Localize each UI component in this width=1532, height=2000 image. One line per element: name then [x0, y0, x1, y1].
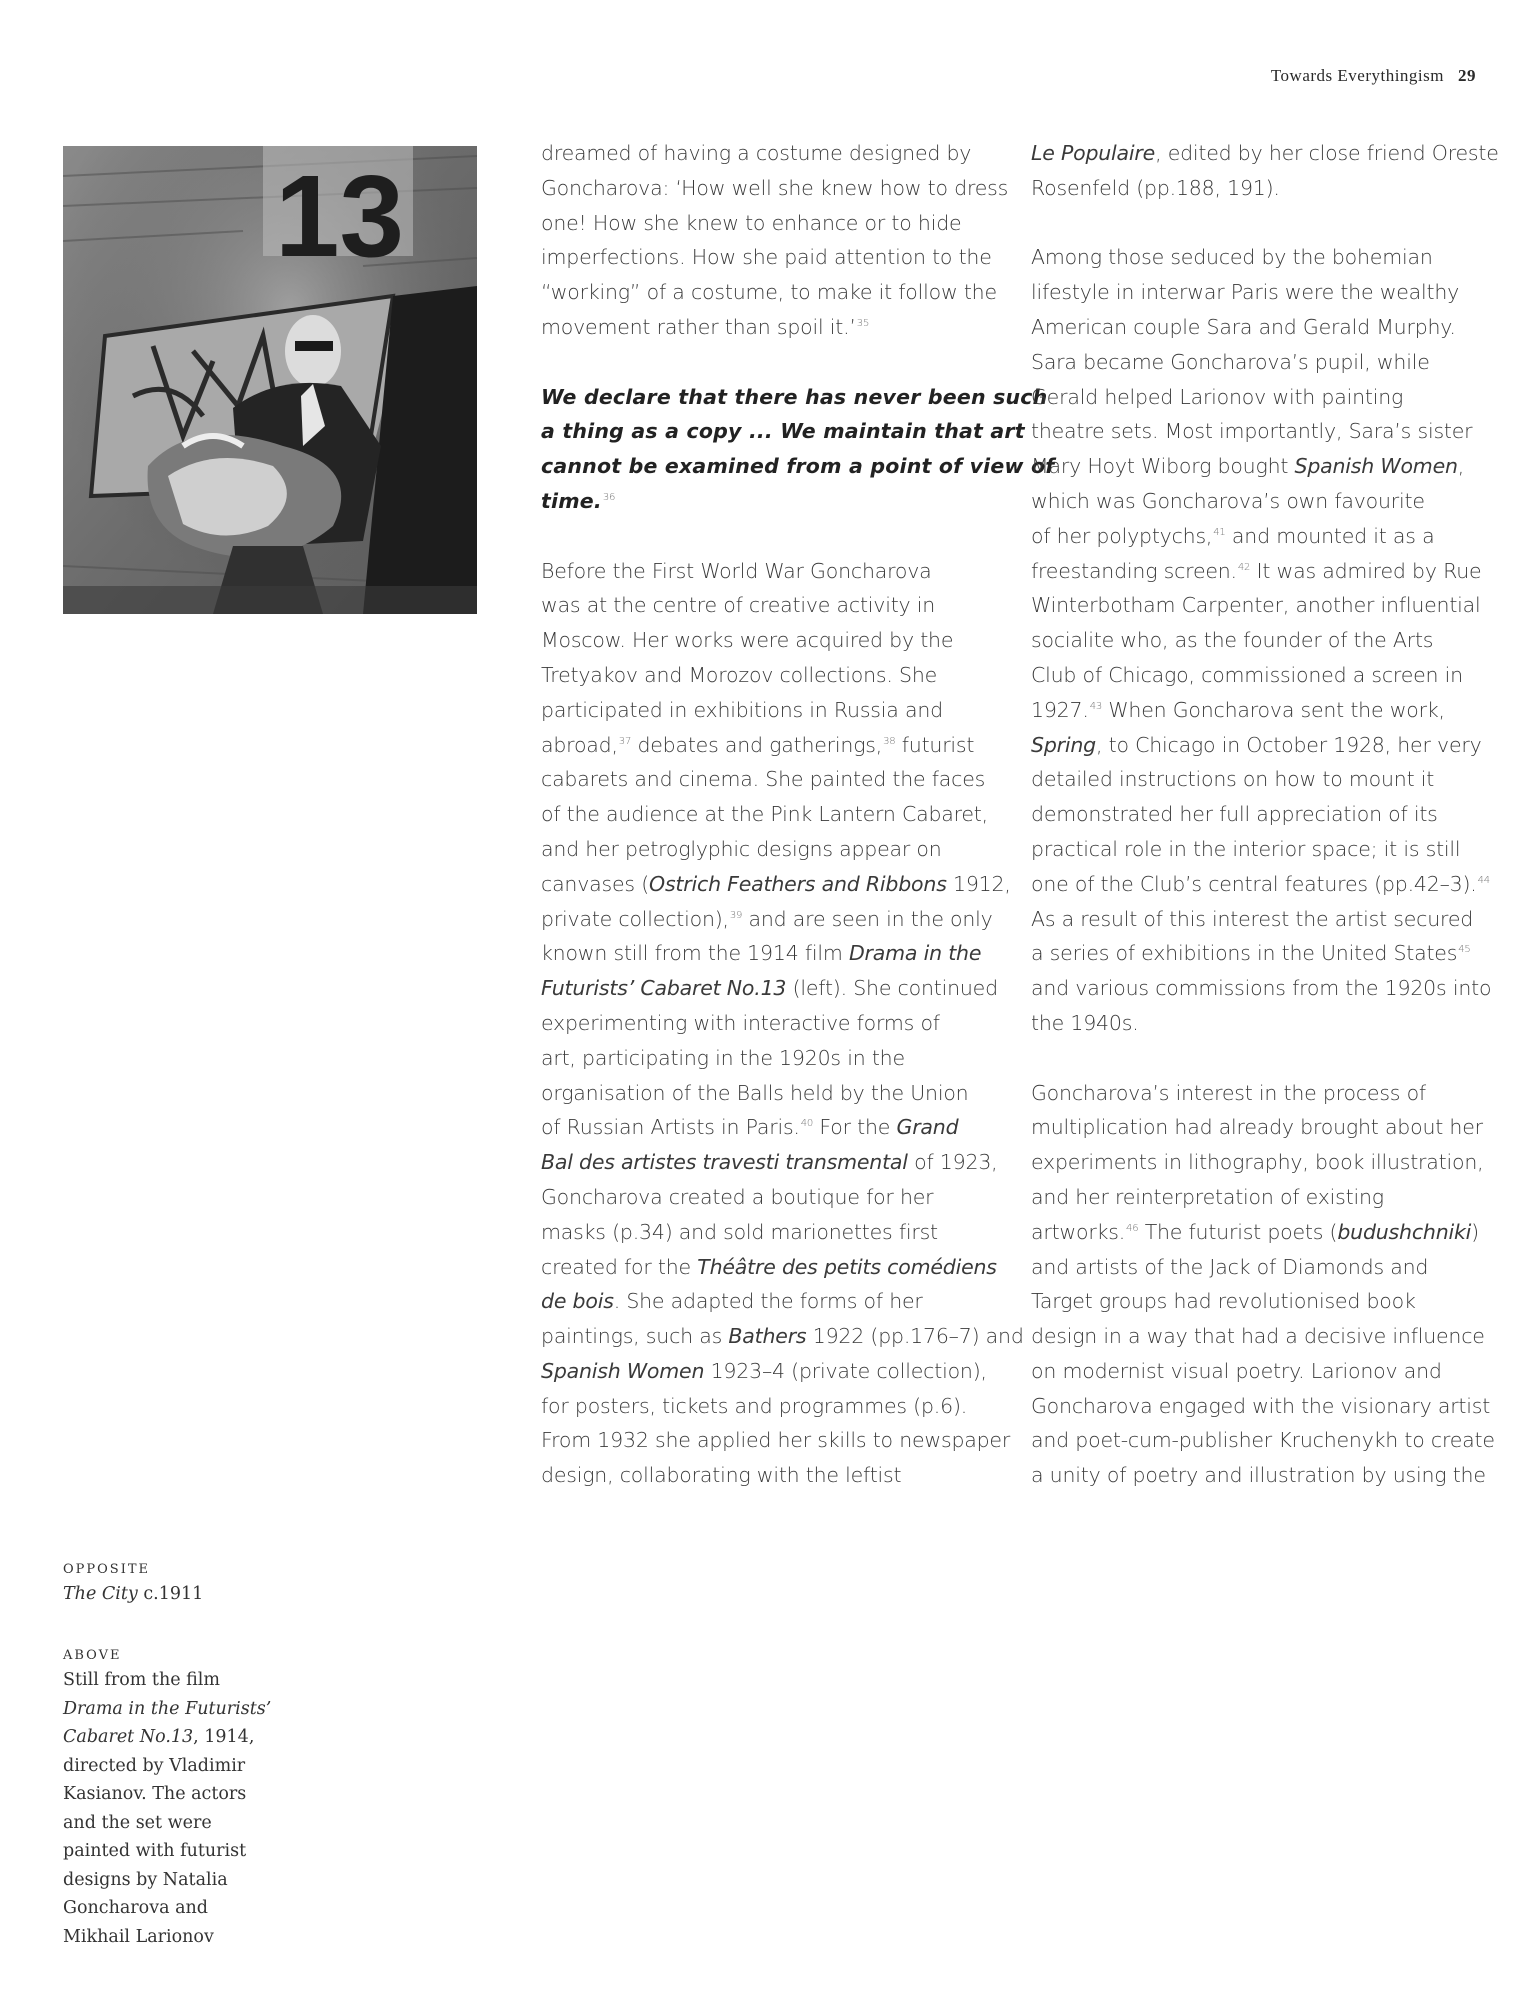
- text-line: [1031, 310, 1511, 345]
- text-run: the 1940s.: [1031, 1010, 1139, 1035]
- text-line: [1031, 1250, 1511, 1285]
- text-run: Goncharova: ‘How well she knew how to dress: [541, 175, 1009, 200]
- text-line: [1031, 658, 1511, 693]
- text-run: , to Chicago in October 1928, her very: [1095, 732, 1482, 757]
- caption-line: [63, 1666, 263, 1695]
- text-line: [1031, 588, 1511, 623]
- panel-number: 13: [275, 151, 405, 281]
- italic-title: Le Populaire: [1031, 141, 1156, 165]
- text-run: Mikhail Larionov: [63, 1926, 214, 1947]
- text-line: [541, 1215, 1021, 1250]
- text-line: [541, 171, 1021, 206]
- text-run: known still from the 1914 film: [541, 941, 849, 966]
- text-run: lifestyle in interwar Paris were the wealthy: [1031, 280, 1460, 305]
- text-run: Sara became Goncharova’s pupil, while: [1031, 349, 1430, 374]
- text-line: [541, 414, 1025, 449]
- text-run: Winterbotham Carpenter, another influential: [1031, 593, 1481, 618]
- text-run: Rosenfeld (pp.188, 191).: [1031, 175, 1280, 200]
- text-line: [1031, 867, 1511, 902]
- text-line: [541, 1076, 1021, 1111]
- text-run: theatre sets. Most importantly, Sara’s sister: [1031, 419, 1473, 444]
- text-run: 1927.: [1031, 697, 1089, 722]
- text-run: Target groups had revolutionised book: [1031, 1289, 1416, 1314]
- italic-title: Futurists’ Cabaret No.13: [541, 976, 787, 1001]
- text-run: on modernist visual poetry. Larionov and: [1031, 1358, 1442, 1383]
- text-line: [541, 310, 1021, 345]
- text-run: and various commissions from the 1920s into: [1031, 976, 1492, 1001]
- text-run: painted with futurist: [63, 1841, 247, 1861]
- caption-label: OPPOSITE: [63, 1562, 151, 1577]
- caption-line: [63, 1723, 263, 1752]
- footnote-ref: 42: [1237, 561, 1251, 573]
- footnote-ref: 39: [729, 909, 743, 921]
- text-line: [1031, 1110, 1511, 1145]
- text-line: [1031, 693, 1511, 728]
- text-line: [1031, 1354, 1511, 1389]
- text-run: From 1932 she applied her skills to newspaper: [541, 1428, 1011, 1453]
- footnote-ref: 40: [800, 1118, 814, 1130]
- footnote-ref: 36: [602, 491, 616, 503]
- text-line: [541, 1041, 1021, 1076]
- footnote-ref: 37: [618, 735, 632, 747]
- italic-title: The City: [63, 1584, 138, 1604]
- text-run: abroad,: [541, 732, 618, 757]
- text-run: artworks.: [1031, 1219, 1126, 1244]
- text-line: [541, 1145, 1021, 1180]
- text-run: Before the First World War Goncharova: [541, 558, 932, 583]
- text-run: As a result of this interest the artist secured: [1031, 906, 1474, 931]
- text-run: socialite who, as the founder of the Arts: [1031, 628, 1434, 653]
- footnote-ref: 35: [856, 317, 870, 329]
- text-run: detailed instructions on how to mount it: [1031, 767, 1435, 792]
- footnote-ref: 46: [1126, 1222, 1139, 1234]
- text-run: experiments in lithography, book illustration,: [1031, 1150, 1484, 1175]
- text-run: Still from the film: [63, 1670, 220, 1690]
- text-line: [1031, 728, 1511, 763]
- text-line: [1031, 1145, 1511, 1180]
- italic-title: Grand: [896, 1115, 959, 1140]
- text-run: Goncharova and: [63, 1898, 208, 1918]
- text-run: We declare that there has never been such: [541, 384, 1048, 409]
- text-run: , 1914,: [193, 1727, 255, 1747]
- text-run: organisation of the Balls held by the Union: [541, 1080, 969, 1105]
- body-column-right: [1031, 136, 1511, 1493]
- italic-title: Cabaret No.13: [63, 1727, 194, 1747]
- text-line: [1031, 136, 1511, 171]
- text-line: [1031, 971, 1511, 1006]
- text-line: [541, 1284, 1021, 1319]
- text-line: [541, 1250, 1021, 1285]
- text-run: created for the: [541, 1254, 698, 1279]
- text-line: [541, 902, 1021, 937]
- text-run: 1922 (pp.176–7) and: [806, 1324, 1024, 1349]
- text-run: for posters, tickets and programmes (p.6).: [541, 1393, 968, 1418]
- text-run: cabarets and cinema. She painted the faces: [541, 767, 986, 792]
- text-line: [541, 623, 1021, 658]
- italic-title: Spanish Women: [1294, 454, 1458, 479]
- text-run: and poet-cum-publisher Kruchenykh to create: [1031, 1428, 1495, 1453]
- italic-title: Spring: [1031, 732, 1096, 757]
- text-run: and the set were: [63, 1812, 212, 1833]
- caption-line: [63, 1752, 263, 1781]
- text-line: [541, 1006, 1021, 1041]
- text-run: Among those seduced by the bohemian: [1031, 245, 1433, 270]
- text-line: [541, 449, 1055, 484]
- caption-line: [63, 1780, 263, 1809]
- text-run: , edited by her close friend Oreste: [1155, 141, 1499, 165]
- text-run: and artists of the Jack of Diamonds and: [1031, 1254, 1429, 1279]
- text-line: [541, 971, 1021, 1006]
- text-line: [541, 240, 1021, 275]
- paragraph-break: [1031, 1041, 1511, 1076]
- text-run: 1912,: [946, 871, 1011, 896]
- text-run: of her polyptychs,: [1031, 523, 1213, 548]
- footnote-ref: 41: [1213, 526, 1226, 538]
- text-run: ): [1471, 1219, 1479, 1244]
- text-line: [1031, 902, 1511, 937]
- text-line: [541, 1458, 1021, 1493]
- text-run: participated in exhibitions in Russia and: [541, 697, 943, 722]
- text-line: [541, 762, 1021, 797]
- text-run: designs by Natalia: [63, 1869, 228, 1890]
- caption-above: [63, 1646, 272, 1951]
- text-run: which was Goncharova’s own favourite: [1031, 488, 1425, 513]
- text-run: was at the centre of creative activity in: [541, 593, 936, 618]
- text-run: and her reinterpretation of existing: [1031, 1184, 1384, 1209]
- text-run: freestanding screen.: [1031, 558, 1237, 583]
- text-run: masks (p.34) and sold marionettes first: [541, 1219, 938, 1244]
- text-line: [1031, 1389, 1511, 1424]
- text-run: Goncharova engaged with the visionary artist: [1031, 1393, 1491, 1418]
- text-line: [541, 832, 1021, 867]
- text-run: Goncharova created a boutique for her: [541, 1184, 934, 1209]
- text-line: [1031, 936, 1511, 971]
- text-line: [1031, 1180, 1511, 1215]
- text-line: [541, 554, 1021, 589]
- text-line: [1031, 414, 1511, 449]
- text-run: a unity of poetry and illustration by using the: [1031, 1463, 1486, 1488]
- text-line: [1031, 345, 1511, 380]
- text-line: [541, 136, 1021, 171]
- caption-line: [63, 1866, 263, 1895]
- caption-opposite: [63, 1560, 263, 1609]
- italic-title: Bathers: [728, 1324, 807, 1349]
- text-line: [541, 658, 1021, 693]
- text-run: demonstrated her full appreciation of its: [1031, 802, 1438, 827]
- caption-line: [63, 1809, 263, 1838]
- paragraph-break: [541, 519, 1021, 554]
- text-line: [541, 1423, 1021, 1458]
- italic-title: Spanish Women: [541, 1358, 705, 1383]
- text-run: c.1911: [137, 1584, 204, 1604]
- text-run: . She adapted the forms of her: [613, 1289, 923, 1314]
- text-line: [1031, 240, 1511, 275]
- text-run: futurist: [895, 732, 975, 757]
- text-line: [1031, 797, 1511, 832]
- text-line: [541, 206, 1021, 241]
- text-run: Mary Hoyt Wiborg bought: [1031, 454, 1295, 479]
- text-line: [541, 867, 1021, 902]
- text-run: practical role in the interior space; it is still: [1031, 836, 1461, 861]
- caption-line: [63, 1580, 263, 1609]
- italic-title: Ostrich Feathers and Ribbons: [649, 871, 947, 896]
- paragraph-break: [541, 345, 1021, 380]
- text-run: cannot be examined from a point of view of: [541, 454, 1055, 479]
- text-line: [541, 1389, 1021, 1424]
- text-run: American couple Sara and Gerald Murphy.: [1031, 314, 1456, 339]
- italic-title: Drama in the Futurists’: [63, 1698, 272, 1719]
- text-line: [541, 797, 1021, 832]
- text-line: [1031, 380, 1511, 415]
- text-line: [541, 728, 1021, 763]
- text-line: [1031, 1215, 1511, 1250]
- italic-title: budushchniki: [1337, 1219, 1472, 1244]
- text-line: [541, 693, 1021, 728]
- text-run: debates and gatherings,: [631, 732, 883, 757]
- caption-label: ABOVE: [63, 1648, 122, 1663]
- text-run: ,: [1457, 454, 1465, 479]
- text-line: [1031, 1423, 1511, 1458]
- footnote-ref: 38: [883, 735, 896, 747]
- text-line: [1031, 762, 1511, 797]
- text-run: movement rather than spoil it.’: [541, 314, 856, 339]
- italic-title: de bois: [541, 1289, 614, 1314]
- caption-line: [63, 1695, 272, 1724]
- caption-line: [63, 1923, 263, 1952]
- text-line: [541, 1110, 1021, 1145]
- footnote-ref: 45: [1458, 944, 1471, 956]
- footnote-ref: 44: [1477, 874, 1490, 886]
- text-line: [1031, 1006, 1511, 1041]
- text-run: The futurist poets (: [1138, 1219, 1338, 1244]
- text-run: paintings, such as: [541, 1324, 729, 1349]
- text-run: Kasianov. The actors: [63, 1784, 247, 1804]
- body-column-middle: [541, 136, 1055, 1493]
- text-line: [1031, 1458, 1511, 1493]
- text-line: [1031, 449, 1511, 484]
- text-run: Gerald helped Larionov with painting: [1031, 384, 1404, 409]
- text-run: (left). She continued: [786, 976, 998, 1001]
- text-run: imperfections. How she paid attention to the: [541, 245, 992, 270]
- text-line: [1031, 171, 1511, 206]
- footnote-ref: 43: [1089, 700, 1103, 712]
- text-run: a thing as a copy ... We maintain that art: [541, 419, 1025, 444]
- text-run: When Goncharova sent the work,: [1102, 697, 1445, 722]
- caption-line: [63, 1894, 263, 1923]
- text-run: For the: [813, 1115, 897, 1140]
- text-line: [1031, 519, 1511, 554]
- text-run: Moscow. Her works were acquired by the: [541, 628, 954, 653]
- text-line: [541, 936, 1021, 971]
- italic-title: Théâtre des petits comédiens: [697, 1254, 997, 1279]
- text-line: [1031, 554, 1511, 589]
- text-line: [541, 1319, 1024, 1354]
- italic-title: Drama in the: [848, 941, 982, 966]
- film-still-photo: [63, 146, 477, 614]
- text-run: of Russian Artists in Paris.: [541, 1115, 800, 1140]
- text-run: experimenting with interactive forms of: [541, 1010, 940, 1035]
- text-line: [541, 275, 1021, 310]
- text-run: Club of Chicago, commissioned a screen in: [1031, 662, 1463, 687]
- text-run: one of the Club’s central features (pp.42–3).: [1031, 871, 1477, 896]
- text-line: [541, 484, 1021, 519]
- text-run: a series of exhibitions in the United States: [1031, 941, 1458, 966]
- text-line: [541, 1180, 1021, 1215]
- text-run: canvases (: [541, 871, 650, 896]
- running-header: [1271, 66, 1476, 86]
- text-run: time.: [541, 488, 602, 513]
- text-run: one! How she knew to enhance or to hide: [541, 210, 962, 235]
- text-run: Goncharova’s interest in the process of: [1031, 1080, 1426, 1105]
- section-title: Towards Everythingism: [1270, 66, 1444, 85]
- text-run: and mounted it as a: [1225, 523, 1435, 548]
- text-line: [1031, 1076, 1511, 1111]
- italic-title: Bal des artistes travesti transmental: [541, 1150, 908, 1175]
- text-run: design, collaborating with the leftist: [541, 1463, 902, 1488]
- text-run: design in a way that had a decisive influence: [1031, 1324, 1485, 1349]
- text-line: [541, 380, 1048, 415]
- text-line: [1031, 1284, 1511, 1319]
- text-run: It was admired by Rue: [1250, 558, 1482, 583]
- text-run: and are seen in the only: [742, 906, 993, 931]
- text-run: 1923–4 (private collection),: [704, 1358, 987, 1383]
- text-run: art, participating in the 1920s in the: [541, 1045, 905, 1070]
- text-run: of 1923,: [907, 1150, 998, 1175]
- text-line: [1031, 623, 1511, 658]
- film-still-illustration: [63, 146, 477, 614]
- text-run: multiplication had already brought about her: [1031, 1115, 1483, 1140]
- text-line: [541, 1354, 1021, 1389]
- text-run: dreamed of having a costume designed by: [541, 141, 972, 165]
- text-line: [1031, 275, 1511, 310]
- text-run: of the audience at the Pink Lantern Cabaret,: [541, 802, 988, 827]
- text-run: Tretyakov and Morozov collections. She: [541, 662, 938, 687]
- page-number: 29: [1458, 66, 1476, 85]
- text-line: [1031, 832, 1511, 867]
- text-run: and her petroglyphic designs appear on: [541, 836, 942, 861]
- text-run: “working” of a costume, to make it follow the: [541, 280, 997, 305]
- text-run: directed by Vladimir: [63, 1755, 246, 1776]
- text-line: [541, 588, 1021, 623]
- text-run: private collection),: [541, 906, 729, 931]
- caption-line: [63, 1837, 263, 1866]
- paragraph-break: [1031, 206, 1511, 241]
- text-line: [1031, 484, 1511, 519]
- text-line: [1031, 1319, 1511, 1354]
